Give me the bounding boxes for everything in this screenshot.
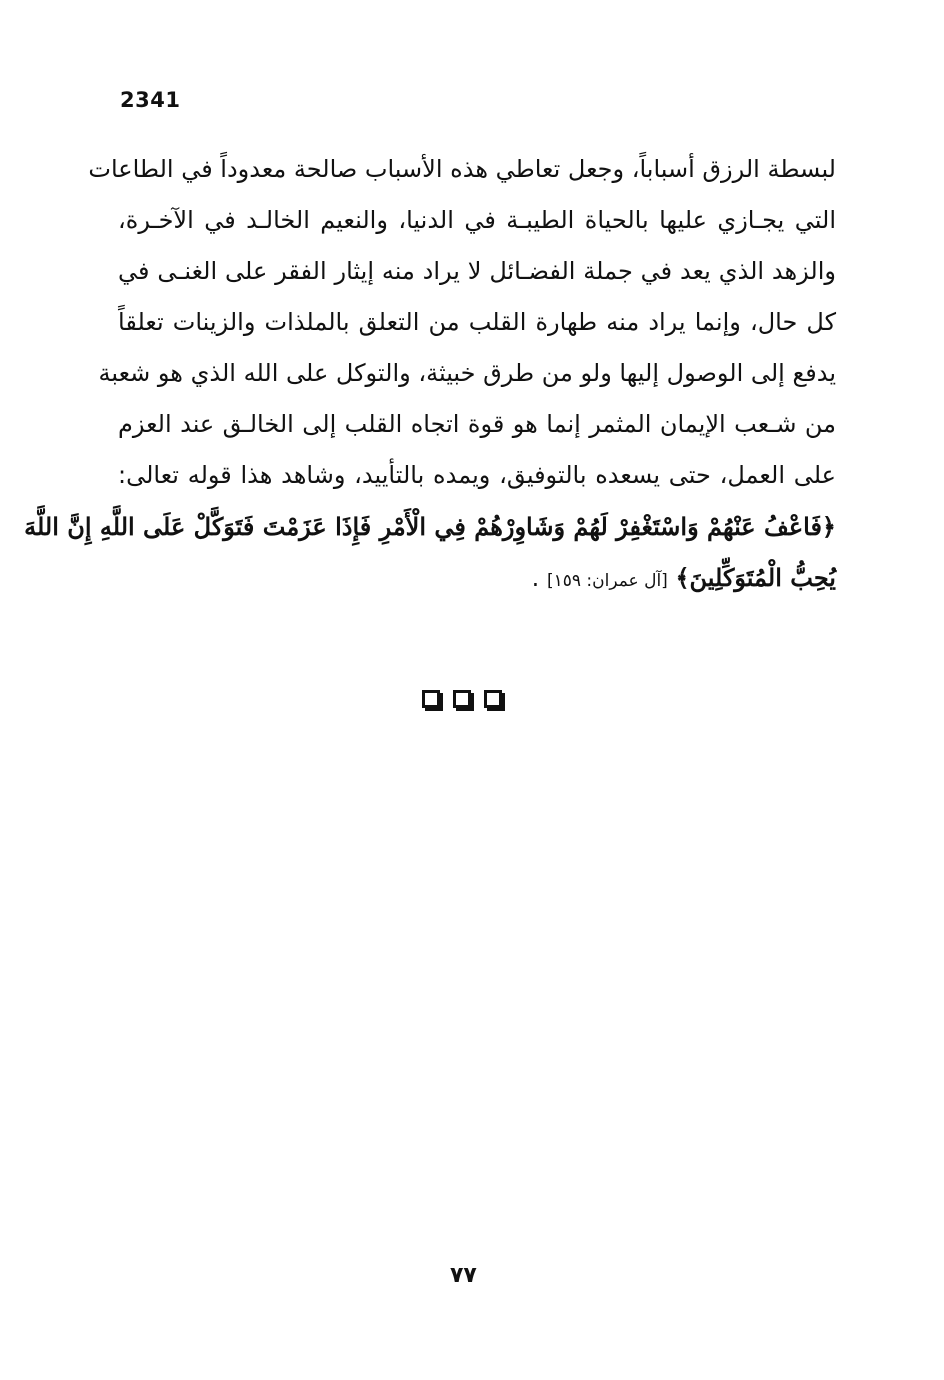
page-number-footer: ٧٧ <box>450 1263 477 1288</box>
text-line-5: يدفع إلى الوصول إليها ولو من طرق خبيثة، والتوكل على الله الذي هو شعبة <box>98 359 836 387</box>
section-separator <box>422 690 502 708</box>
separator-square-icon <box>484 690 502 708</box>
quran-verse-line-2: يُحِبُّ الْمُتَوَكِّلِينَ﴾ <box>675 563 836 592</box>
separator-square-icon <box>453 690 471 708</box>
text-line-2: التي يجـازي عليها بالحياة الطيبـة في الدنيا، والنعيم الخالـد في الآخـرة، <box>118 206 836 234</box>
text-line-1: لبسطة الرزق أسباباً، وجعل تعاطي هذه الأسباب صالحة معدوداً في الطاعات <box>88 155 836 183</box>
quran-verse-line-1: ﴿فَاعْفُ عَنْهُمْ وَاسْتَغْفِرْ لَهُمْ وَشَاوِرْهُمْ فِي الْأَمْرِ فَإِذَا عَزَمْتَ فَتَوَكَّلْ عَلَى اللَّهِ إِنَّ اللَّهَ <box>24 512 836 541</box>
text-line-3: والزهد الذي يعد في جملة الفضـائل لا يراد منه إيثار الفقر على الغنـى في <box>118 257 836 285</box>
quran-verse-line-2-container <box>118 552 836 603</box>
text-line-6: من شـعب الإيمان المثمر إنما هو قوة اتجاه القلب إلى الخالـق عند العزم <box>118 410 836 438</box>
verse-citation: [آل عمران: ١٥٩] <box>546 571 668 591</box>
text-line-7: على العمل، حتى يسعده بالتوفيق، ويمده بالتأييد، وشاهد هذا قوله تعالى: <box>118 461 836 489</box>
body-text <box>24 144 836 603</box>
page-id-header: 2341 <box>120 88 181 112</box>
text-line-4: كل حال، وإنما يراد منه طهارة القلب من التعلق بالملذات والزينات تعلقاً <box>118 308 836 336</box>
separator-square-icon <box>422 690 440 708</box>
end-mark: . <box>531 564 540 592</box>
